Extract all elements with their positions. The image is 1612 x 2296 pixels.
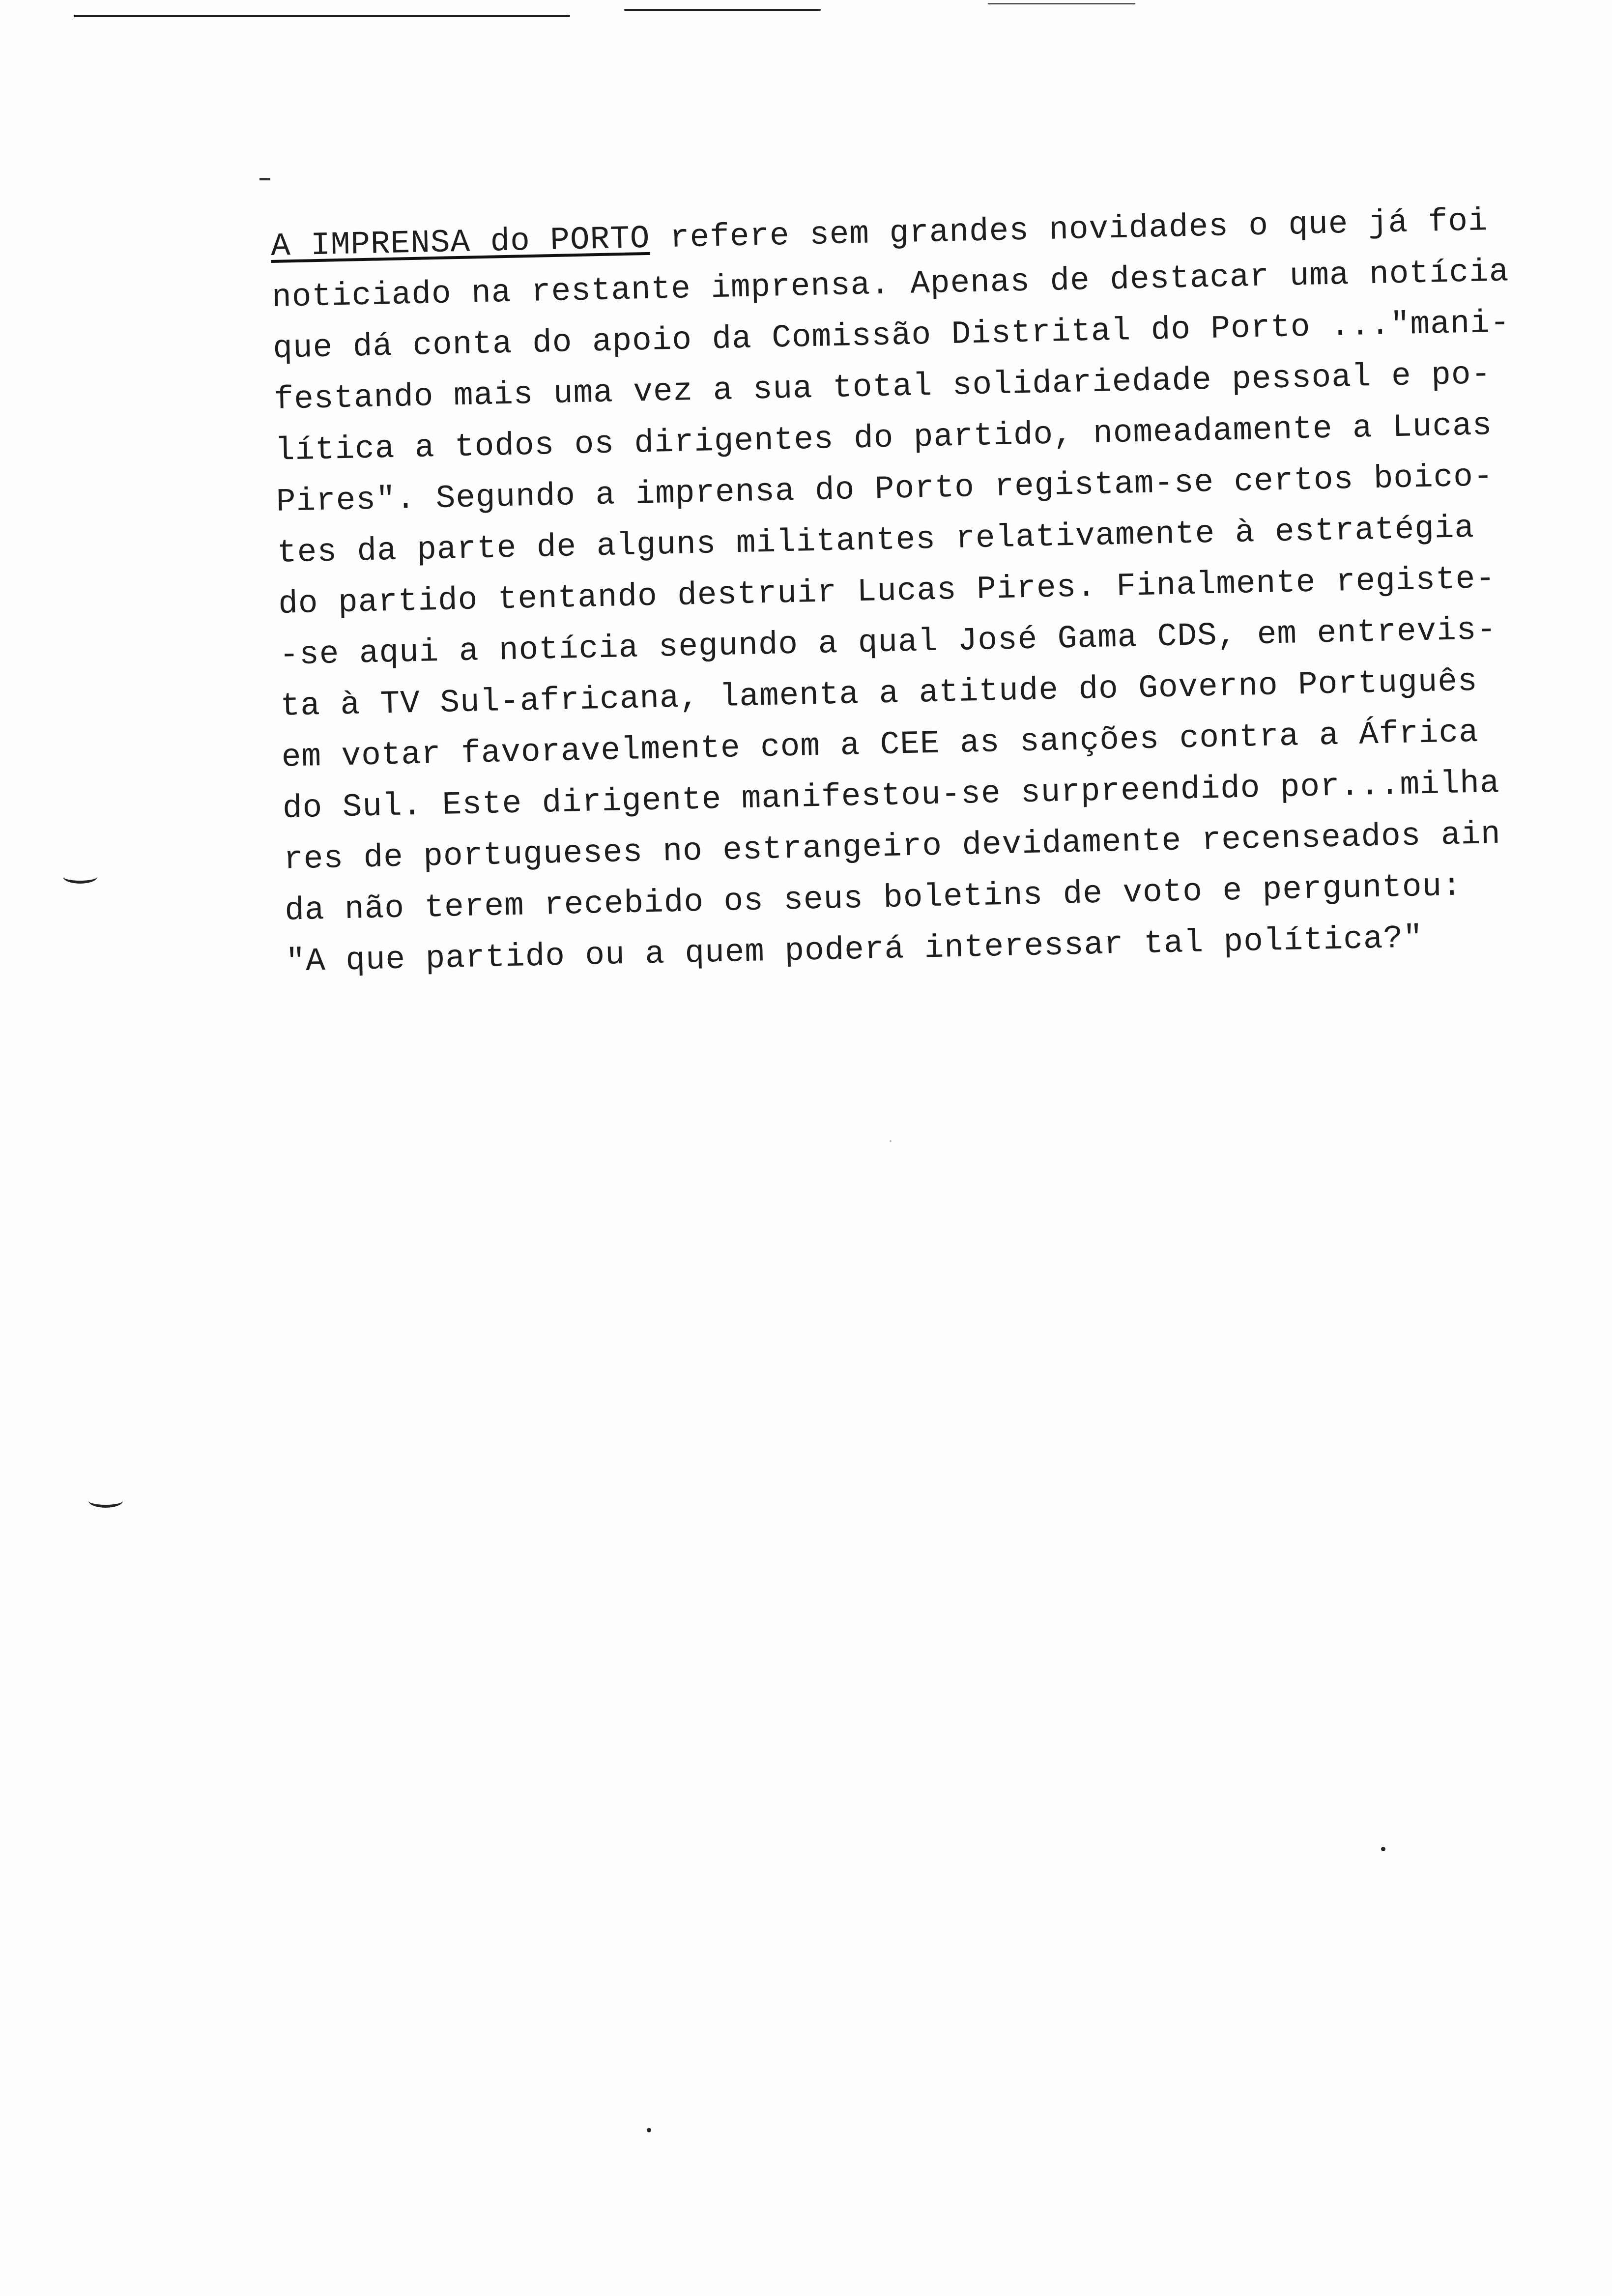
text-line: -se aqui a notícia segundo a qual José Gama CDS, em entrevis-: [279, 611, 1497, 674]
top-rule-line: [624, 9, 821, 11]
typed-paragraph: [270, 196, 1515, 988]
ink-dot: [1381, 1847, 1385, 1851]
text-line: do Sul. Este dirigente manifestou-se surpreendido por...milha: [282, 764, 1500, 827]
paper-speck: [890, 1140, 892, 1142]
ink-dot: [647, 2128, 651, 2132]
text-line: res de portugueses no estrangeiro devidamente recenseados ain: [283, 815, 1501, 878]
text-line: Pires". Segundo a imprensa do Porto registam-se certos boico-: [276, 458, 1494, 520]
text-line: festando mais uma vez a sua total solidariedade pessoal e po-: [273, 356, 1492, 418]
lead-heading: A IMPRENSA do PORTO: [270, 220, 651, 265]
line-text: refere sem grandes novidades o que já foi: [649, 202, 1489, 257]
top-rule-line: [74, 15, 570, 17]
text-line: da não terem recebido os seus boletins de voto e perguntou:: [284, 867, 1463, 929]
binder-hole-mark: [88, 1494, 123, 1508]
text-line: do partido tentando destruir Lucas Pires. Finalmente registe-: [278, 560, 1496, 623]
text-line: "A que partido ou a quem poderá interessar tal política?": [285, 919, 1424, 980]
text-line: ta à TV Sul-africana, lamenta a atitude do Governo Português: [280, 662, 1478, 725]
text-line: que dá conta do apoio da Comissão Distrital do Porto ..."mani-: [272, 304, 1511, 367]
text-line: noticiado na restante imprensa. Apenas de destacar uma notícia: [271, 253, 1510, 316]
binder-hole-mark: [63, 870, 97, 884]
text-line: lítica a todos os dirigentes do partido, nomeadamente a Lucas: [275, 407, 1493, 469]
top-rule-line: [988, 3, 1135, 4]
dash-mark: [259, 178, 270, 180]
text-line: em votar favoravelmente com a CEE as sanções contra a África: [281, 714, 1479, 776]
text-line: tes da parte de alguns militantes relativamente à estratégia: [277, 509, 1475, 572]
